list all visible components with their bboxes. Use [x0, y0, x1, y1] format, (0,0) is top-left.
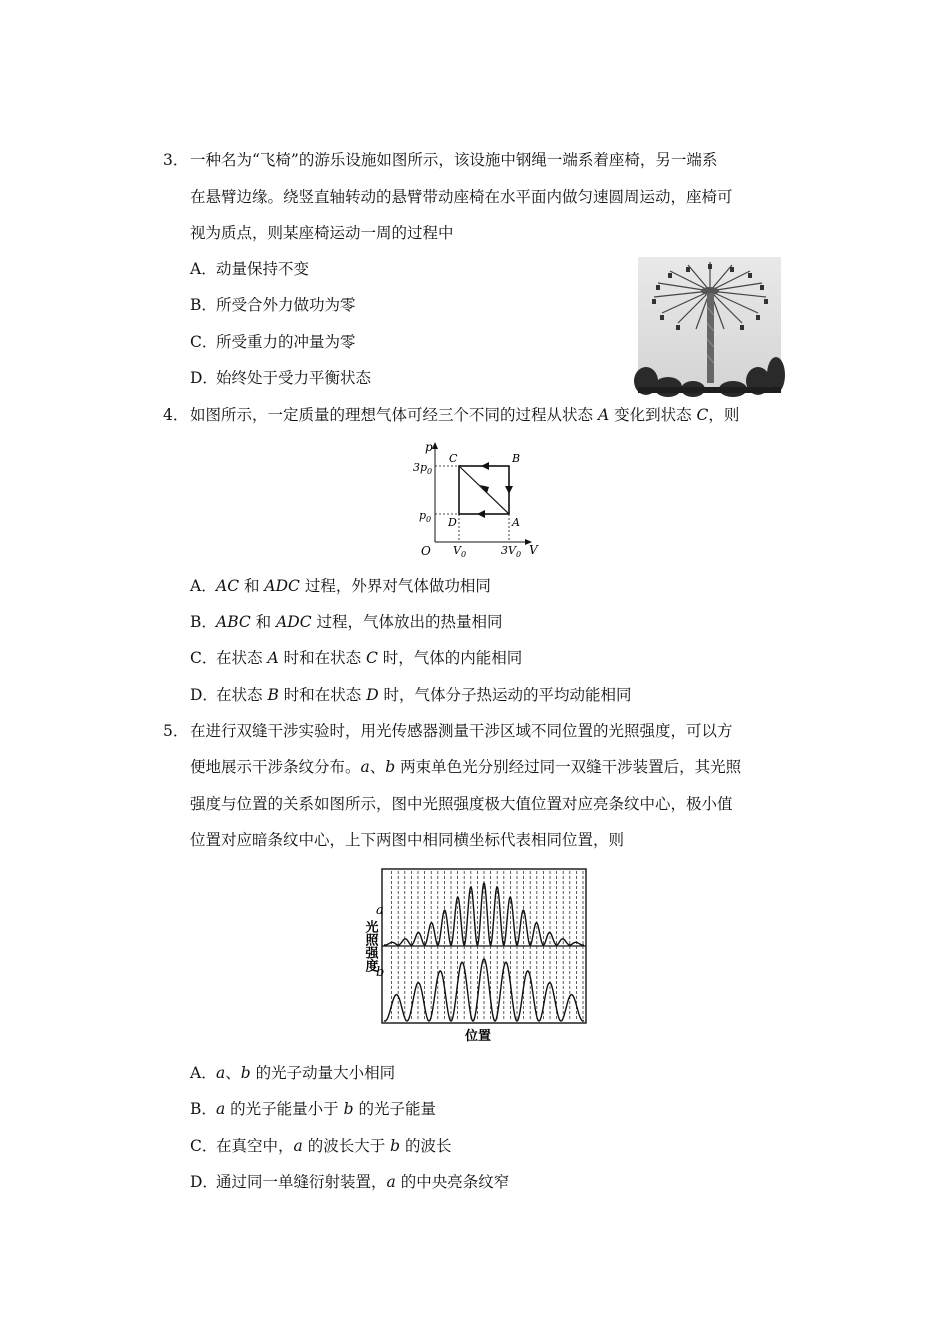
q3-number: 3．	[163, 151, 189, 169]
q3-stem-line-3: 视为质点，则某座椅运动一周的过程中	[190, 224, 454, 242]
q4-stem: 如图所示，一定质量的理想气体可经三个不同的过程从状态 A 变化到状态 C，则	[190, 406, 740, 424]
q4-option-d: D．在状态 B 时和在状态 D 时，气体分子热运动的平均动能相同	[190, 686, 632, 704]
q5-option-a: A．a、b 的光子动量大小相同	[190, 1064, 396, 1082]
q5-number: 5．	[163, 722, 189, 740]
q3-option-b: B．所受合外力做功为零	[190, 296, 356, 314]
curve-a-label: a	[376, 903, 384, 918]
q4-option-c: C．在状态 A 时和在状态 C 时，气体的内能相同	[190, 649, 523, 667]
v-axis-label: V	[529, 543, 538, 557]
flying-chair-photo	[638, 257, 781, 393]
q5-option-c: C．在真空中，a 的波长大于 b 的波长	[190, 1137, 452, 1155]
q5-option-d: D．通过同一单缝衍射装置，a 的中央亮条纹窄	[190, 1173, 510, 1191]
p-low-label: $p_0$	[419, 509, 432, 524]
q3-option-c: C．所受重力的冲量为零	[190, 333, 356, 351]
position-axis-label: 位置	[464, 1029, 492, 1044]
state-c-label: C	[449, 452, 458, 465]
process-ac-line	[459, 466, 509, 514]
v-low-label: $V_0$	[453, 544, 467, 559]
pv-diagram	[415, 437, 540, 562]
state-a-label: A	[512, 516, 520, 529]
state-d-label: D	[448, 516, 457, 529]
q3-option-a: A．动量保持不变	[190, 260, 310, 278]
state-b-label: B	[512, 452, 521, 465]
interference-figure	[360, 866, 590, 1046]
q5-stem-line-2: 便地展示干涉条纹分布。a、b 两束单色光分别经过同一双缝干涉装置后，其光照	[190, 758, 742, 776]
v-high-label: $3V_0$	[501, 544, 522, 559]
intensity-axis-label: 光照强度	[362, 920, 378, 972]
q5-stem-line-4: 位置对应暗条纹中心，上下两图中相同横坐标代表相同位置，则	[190, 831, 625, 849]
p-axis-label: p	[425, 440, 433, 454]
q4-option-a: A．AC 和 ADC 过程，外界对气体做功相同	[190, 577, 491, 595]
q3-stem-line-2: 在悬臂边缘。绕竖直轴转动的悬臂带动座椅在水平面内做匀速圆周运动，座椅可	[190, 188, 733, 206]
q3-option-d: D．始终处于受力平衡状态	[190, 369, 372, 387]
q5-stem-line-3: 强度与位置的关系如图所示，图中光照强度极大值位置对应亮条纹中心，极小值	[190, 795, 733, 813]
origin-label: O	[421, 544, 431, 558]
q4-option-b: B．ABC 和 ADC 过程，气体放出的热量相同	[190, 613, 503, 631]
q5-option-b: B．a 的光子能量小于 b 的光子能量	[190, 1100, 436, 1118]
q4-number: 4．	[163, 406, 189, 424]
q3-stem-line-1: 一种名为“飞椅”的游乐设施如图所示，该设施中钢绳一端系着座椅，另一端系	[190, 151, 718, 169]
p-high-label: $3p_0$	[413, 461, 433, 476]
curve-b-label: b	[376, 965, 385, 980]
q5-stem-line-1: 在进行双缝干涉实验时，用光传感器测量干涉区域不同位置的光照强度，可以方	[190, 722, 733, 740]
